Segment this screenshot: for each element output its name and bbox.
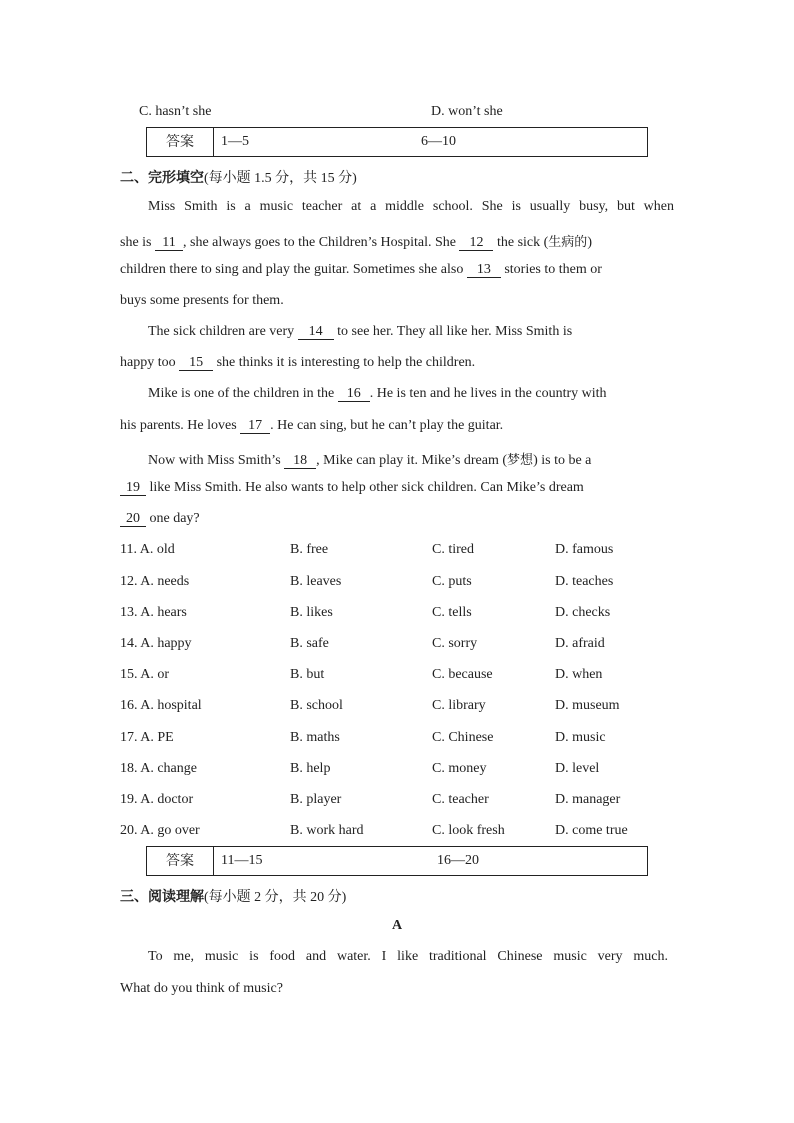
- question-option: D. level: [555, 761, 600, 776]
- passage-line: children there to sing and play the guitar. Sometimes she also 13 stories to them or: [120, 262, 602, 277]
- question-option: 12. A. needs: [120, 574, 190, 589]
- question-option: C. tells: [432, 605, 472, 620]
- question-option: D. manager: [555, 792, 621, 807]
- blank-14: 14: [298, 325, 334, 340]
- passage-line: Miss Smith is a music teacher at a middle school. She is usually busy, but when: [148, 199, 674, 214]
- answer-range: 1—5: [221, 134, 249, 149]
- answer-box: [146, 846, 648, 876]
- question-option: 19. A. doctor: [120, 792, 194, 807]
- question-option: 15. A. or: [120, 667, 169, 682]
- section-heading: [120, 886, 346, 906]
- answer-label: 答案: [147, 128, 214, 156]
- answer-range: 11—15: [221, 853, 263, 868]
- question-option: C. teacher: [432, 792, 489, 807]
- question-option: C. look fresh: [432, 823, 505, 838]
- question-option: B. work hard: [290, 823, 364, 838]
- question-option: 18. A. change: [120, 761, 197, 776]
- section-note: (每小题 1.5 分，共 15 分): [204, 171, 357, 186]
- passage-line: happy too 15 she thinks it is interesting to help the children.: [120, 355, 476, 370]
- passage-line: Now with Miss Smith’s 18 , Mike can play it. Mike’s dream (梦想) is to be a: [148, 453, 592, 468]
- question-option: D. teaches: [555, 574, 614, 589]
- passage-line: What do you think of music?: [120, 981, 283, 996]
- question-option: 11. A. old: [120, 542, 175, 557]
- question-option: D. afraid: [555, 636, 605, 651]
- option-c: C. hasn’t she: [139, 104, 212, 119]
- question-option: C. puts: [432, 574, 472, 589]
- blank-12: 12: [459, 236, 493, 251]
- passage-line: 20 one day?: [120, 511, 674, 527]
- answer-range: 16—20: [437, 853, 479, 868]
- answer-box: [146, 127, 648, 157]
- passage-line: his parents. He loves 17 . He can sing, but he can’t play the guitar.: [120, 418, 504, 433]
- blank-13: 13: [467, 263, 501, 278]
- question-option: B. safe: [290, 636, 329, 651]
- answer-range: 6—10: [421, 134, 456, 149]
- section-title: 二、完形填空: [120, 170, 204, 186]
- question-option: D. checks: [555, 605, 611, 620]
- question-option: 17. A. PE: [120, 730, 174, 745]
- question-option: B. free: [290, 542, 329, 557]
- question-option: C. sorry: [432, 636, 478, 651]
- passage-line: To me, music is food and water. I like traditional Chinese music very much.: [148, 949, 668, 964]
- blank-11: 11: [155, 236, 183, 251]
- question-option: D. famous: [555, 542, 614, 557]
- question-option: B. maths: [290, 730, 340, 745]
- question-option: C. Chinese: [432, 730, 494, 745]
- passage-line: she is 11 , she always goes to the Children’s Hospital. She 12 the sick (生病的): [120, 235, 592, 250]
- question-option: C. money: [432, 761, 487, 776]
- question-option: D. music: [555, 730, 606, 745]
- question-option: B. help: [290, 761, 331, 776]
- question-option: D. come true: [555, 823, 628, 838]
- question-option: B. school: [290, 698, 343, 713]
- blank-20: 20: [120, 512, 146, 527]
- blank-16: 16: [338, 387, 370, 402]
- passage-line: 19 like Miss Smith. He also wants to help other sick children. Can Mike’s dream: [120, 480, 674, 496]
- blank-18: 18: [284, 454, 316, 469]
- blank-15: 15: [179, 356, 213, 371]
- passage-line: The sick children are very 14 to see her. They all like her. Miss Smith is: [148, 324, 573, 339]
- question-option: B. but: [290, 667, 325, 682]
- passage-subtitle: A: [391, 918, 403, 933]
- question-option: C. because: [432, 667, 493, 682]
- question-option: B. likes: [290, 605, 333, 620]
- question-option: D. museum: [555, 698, 620, 713]
- passage-line: buys some presents for them.: [120, 293, 284, 308]
- blank-17: 17: [240, 419, 270, 434]
- question-option: B. player: [290, 792, 342, 807]
- question-option: C. tired: [432, 542, 474, 557]
- question-option: 20. A. go over: [120, 823, 200, 838]
- section-note: (每小题 2 分，共 20 分): [204, 890, 347, 905]
- answer-label: 答案: [147, 847, 214, 875]
- question-option: 14. A. happy: [120, 636, 192, 651]
- passage-line: Mike is one of the children in the 16 . He is ten and he lives in the country with: [148, 386, 607, 401]
- option-d: D. won’t she: [431, 104, 503, 119]
- question-option: 16. A. hospital: [120, 698, 202, 713]
- section-heading: [120, 167, 357, 187]
- blank-19: 19: [120, 481, 146, 496]
- question-option: B. leaves: [290, 574, 342, 589]
- question-option: C. library: [432, 698, 486, 713]
- section-title: 三、阅读理解: [120, 889, 204, 905]
- question-option: D. when: [555, 667, 603, 682]
- question-option: 13. A. hears: [120, 605, 187, 620]
